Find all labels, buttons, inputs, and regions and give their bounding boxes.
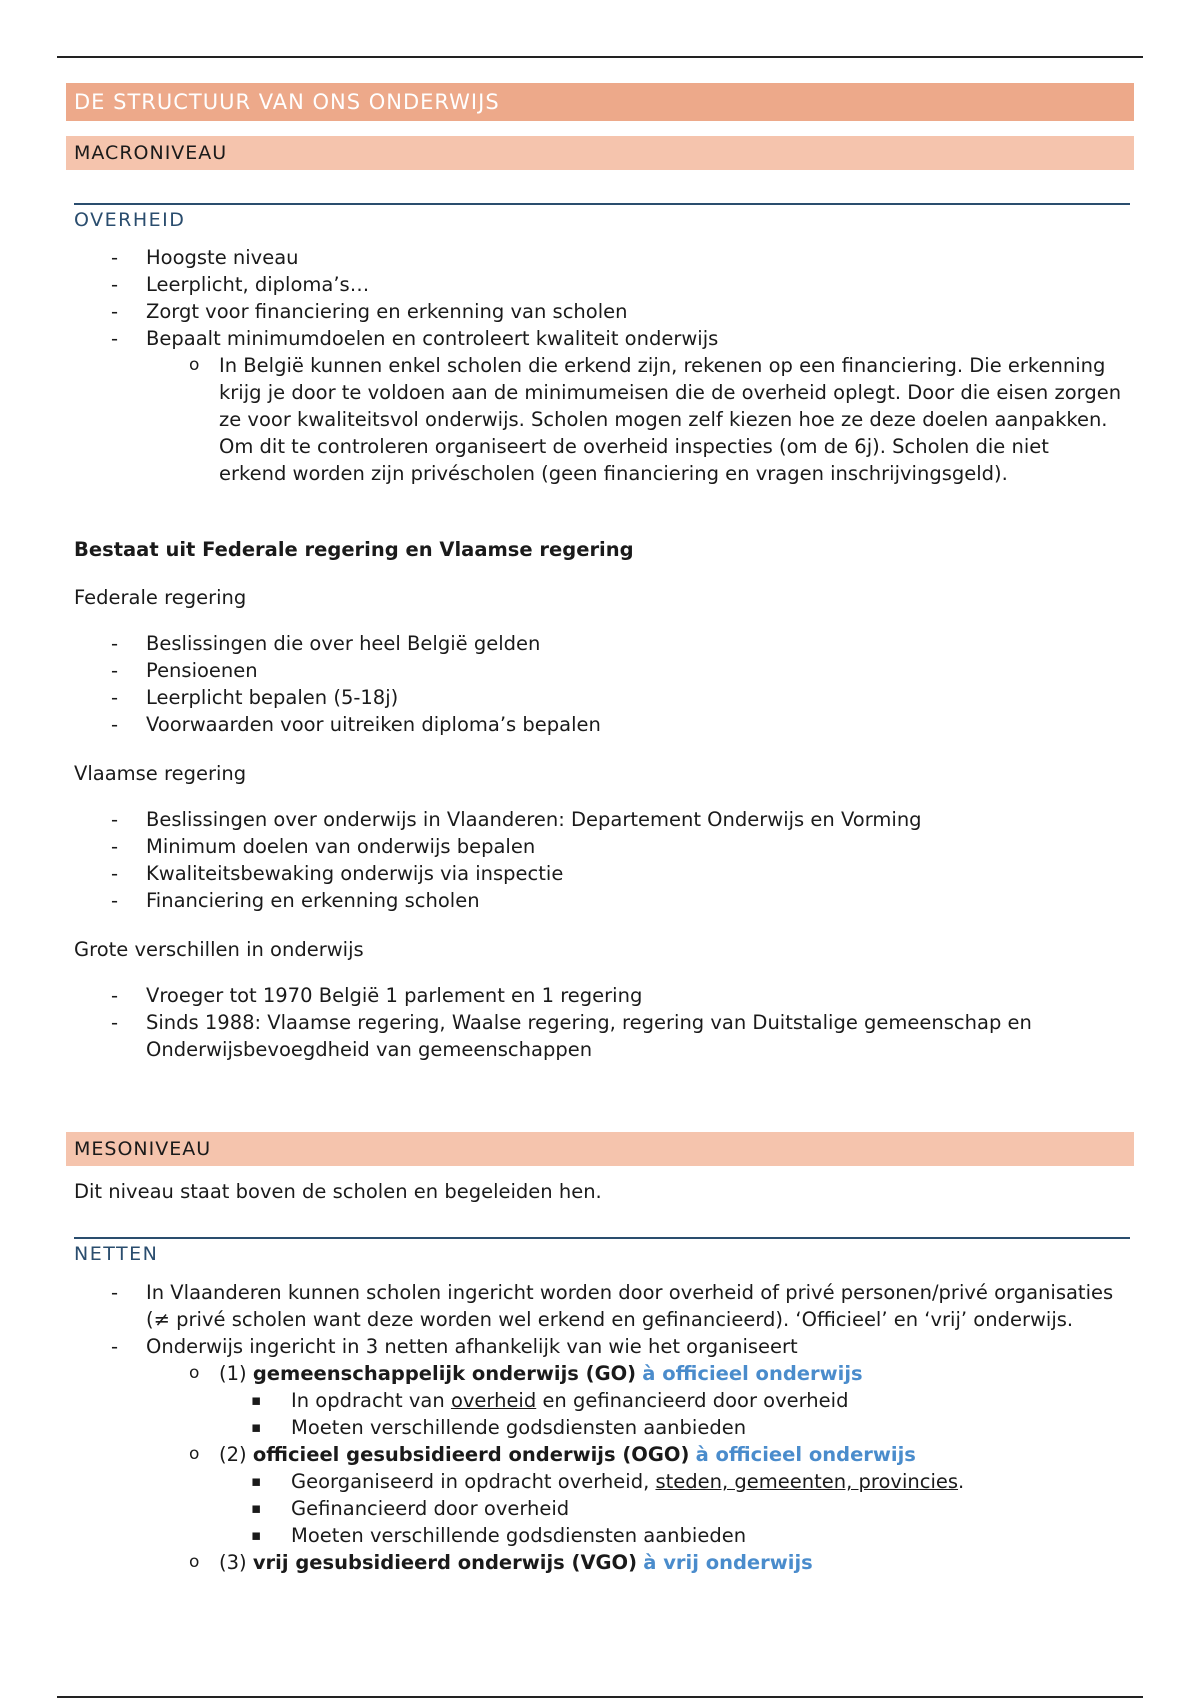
text-run: In opdracht van [291,1389,445,1412]
net-vgo [74,1549,1130,1576]
page-top-rule [57,56,1143,58]
netten-list-block [74,1279,1130,1576]
heading-rule-netten [74,1237,1130,1239]
bestaat-uit-heading: Bestaat uit Federale regering en Vlaamse regering [74,538,634,561]
verschillen-list-block [74,982,1130,1063]
list-item: - Leerplicht, diploma’s… [74,271,1130,298]
text-run: en gefinancieerd door overheid [542,1389,849,1412]
vlaamse-list-block [74,806,1130,914]
list-item: - Minimum doelen van onderwijs bepalen [74,833,1130,860]
list-item: - Kwaliteitsbewaking onderwijs via inspectie [74,860,1130,887]
subheading-overheid: OVERHEID [74,209,186,231]
net-ogo-arrow: à officieel onderwijs [695,1443,916,1466]
net-vgo-name: vrij gesubsidieerd onderwijs (VGO) [252,1551,638,1574]
list-item: - Beslissingen die over heel België gelden [74,630,1130,657]
list-item: - In Vlaanderen kunnen scholen ingericht worden door overheid of privé personen/privé organisaties (≠ privé scholen want deze worden wel erkend en gefinancieerd). ‘Officieel’ en ‘vrij’ onderwijs. [74,1279,1130,1333]
net-go [74,1360,1130,1387]
list-item: - Bepaalt minimumdoelen en controleert kwaliteit onderwijs [74,325,1130,352]
net-vgo-num: (3) [219,1551,247,1574]
overheid-list-block [74,244,1130,487]
list-item: - Beslissingen over onderwijs in Vlaanderen: Departement Onderwijs en Vorming [74,806,1130,833]
federale-list-block [74,630,1130,738]
list-item: - Financiering en erkenning scholen [74,887,1130,914]
net-ogo [74,1441,1130,1468]
list-item: - Leerplicht bepalen (5-18j) [74,684,1130,711]
grote-verschillen-heading: Grote verschillen in onderwijs [74,938,364,961]
section-heading-meso: MESONIVEAU [66,1132,1134,1166]
net-go-name: gemeenschappelijk onderwijs (GO) [252,1362,637,1385]
net-ogo-point: ▪ Moeten verschillende godsdiensten aanbieden [74,1522,1130,1549]
net-ogo-num: (2) [219,1443,247,1466]
underlined-term: overheid [450,1389,537,1412]
meso-intro: Dit niveau staat boven de scholen en begeleiden hen. [74,1180,602,1203]
net-go-arrow: à officieel onderwijs [642,1362,863,1385]
text-run: Georganiseerd in opdracht overheid, [291,1470,650,1493]
net-ogo-point [74,1468,1130,1495]
list-item: - Pensioenen [74,657,1130,684]
list-item: - Vroeger tot 1970 België 1 parlement en 1 regering [74,982,1130,1009]
underlined-term: steden, gemeenten, provincies [655,1470,959,1493]
net-go-point [74,1387,1130,1414]
heading-rule-overheid [74,203,1130,205]
net-ogo-name: officieel gesubsidieerd onderwijs (OGO) [252,1443,690,1466]
sub-paragraph: o In België kunnen enkel scholen die erkend zijn, rekenen op een financiering. Die erkenning krijg je door te voldoen aan de minimumeisen die de overheid oplegt. Door die eisen zorgen ze voor kwaliteitsvol onderwijs. Scholen mogen zelf kiezen hoe ze deze doelen aanpakken. Om dit te controleren organiseert de overheid inspecties (om de 6j). Scholen die niet erkend worden zijn privéscholen (geen financiering en vragen inschrijvingsgeld). [74,352,1130,487]
list-item: - Onderwijs ingericht in 3 netten afhankelijk van wie het organiseert [74,1333,1130,1360]
page-bottom-rule [57,1696,1143,1698]
subheading-netten: NETTEN [74,1243,159,1265]
list-item: - Hoogste niveau [74,244,1130,271]
text-run: . [958,1470,965,1493]
list-item: - Zorgt voor financiering en erkenning van scholen [74,298,1130,325]
list-item: - Sinds 1988: Vlaamse regering, Waalse regering, regering van Duitstalige gemeenschap en Onderwijsbevoegdheid van gemeenschappen [74,1009,1130,1063]
document-title: DE STRUCTUUR VAN ONS ONDERWIJS [66,83,1134,121]
net-go-num: (1) [219,1362,247,1385]
net-ogo-point: ▪ Gefinancieerd door overheid [74,1495,1130,1522]
list-item: - Voorwaarden voor uitreiken diploma’s bepalen [74,711,1130,738]
net-go-point: ▪ Moeten verschillende godsdiensten aanbieden [74,1414,1130,1441]
federale-regering-heading: Federale regering [74,586,247,609]
vlaamse-regering-heading: Vlaamse regering [74,762,247,785]
net-vgo-arrow: à vrij onderwijs [643,1551,813,1574]
section-heading-macro: MACRONIVEAU [66,136,1134,170]
